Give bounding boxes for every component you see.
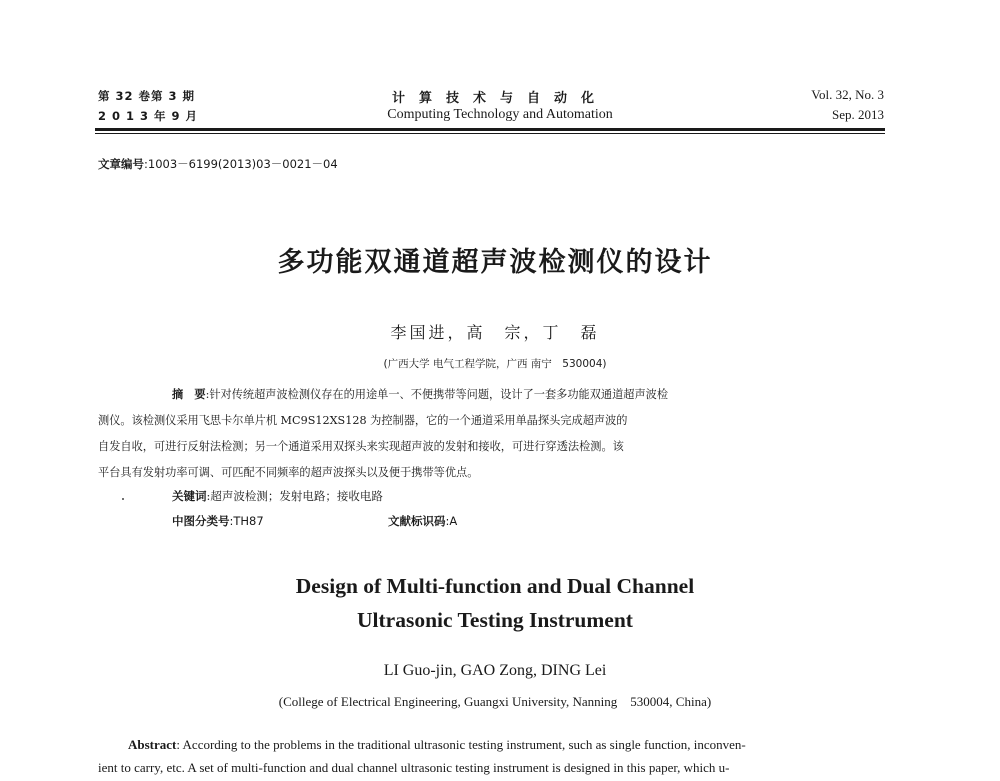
authors-en: LI Guo-jin, GAO Zong, DING Lei (383, 662, 607, 679)
keywords (172, 488, 383, 504)
header-volume-en: Vol. 32, No. 3 (811, 87, 884, 102)
abstract-cn-label: 摘 要 (172, 388, 206, 401)
article-number-value: :1003－6199(2013)03－0021－04 (144, 157, 338, 171)
authors-cn: 李国进，高 宗，丁 磊 (390, 323, 600, 342)
document-code (388, 513, 457, 529)
clc-label: 中图分类号 (172, 514, 230, 528)
header-date-en: Sep. 2013 (832, 107, 884, 122)
title-cn: 多功能双通道超声波检测仪的设计 (277, 247, 713, 278)
clc-number (172, 513, 264, 529)
header-rule-thin (95, 133, 885, 134)
abstract-en-line-2: ient to carry, etc. A set of multi-function and dual channel ultrasonic testing instrument is designed in this paper, which u- (98, 760, 730, 775)
doc-code-label: 文献标识码 (388, 514, 446, 528)
abstract-cn-text-1: :针对传统超声波检测仪存在的用途单一、不便携带等问题，设计了一套多功能双通道超声波检 (205, 388, 669, 401)
keywords-value: :超声波检测；发射电路；接收电路 (206, 489, 383, 503)
title-en-line-2: Ultrasonic Testing Instrument (357, 608, 633, 632)
article-number (98, 156, 338, 172)
keywords-label: 关键词 (172, 489, 207, 503)
header-rule-thick (95, 128, 885, 131)
doc-code-value: :A (445, 514, 458, 528)
stray-mark (122, 498, 124, 500)
abstract-cn-line-1 (172, 386, 926, 402)
header-journal-name-cn: 计算技术与自动化 (391, 91, 608, 106)
header-volume-issue: 第 32 卷第 3 期 (98, 89, 196, 103)
abstract-en-line-1 (128, 737, 888, 753)
abstract-cn-line-2: 测仪。该检测仪采用飞思卡尔单片机 MC9S12XS128 为控制器，它的一个通道采用单晶探头完成超声波的 (98, 414, 628, 427)
header-date-cn: 2 0 1 3 年 9 月 (98, 109, 199, 123)
abstract-cn-line-3: 自发自收，可进行反射法检测；另一个通道采用双探头来实现超声波的发射和接收，可进行穿透法检测。该 (98, 440, 624, 453)
title-en-line-1: Design of Multi-function and Dual Channel (295, 574, 695, 598)
clc-value: :TH87 (229, 514, 264, 528)
affiliation-en: (College of Electrical Engineering, Guangxi University, Nanning 530004, China) (278, 694, 712, 709)
header-journal-name-en: Computing Technology and Automation (387, 107, 613, 122)
abstract-en-label: Abstract (128, 737, 177, 752)
abstract-cn-line-4: 平台具有发射功率可调、可匹配不同频率的超声波探头以及便于携带等优点。 (98, 466, 479, 479)
article-number-label: 文章编号 (98, 157, 144, 171)
abstract-en-text-1: : According to the problems in the traditional ultrasonic testing instrument, such as single function, inconven- (176, 737, 746, 752)
affiliation-cn: (广西大学 电气工程学院，广西 南宁 530004) (383, 358, 607, 370)
